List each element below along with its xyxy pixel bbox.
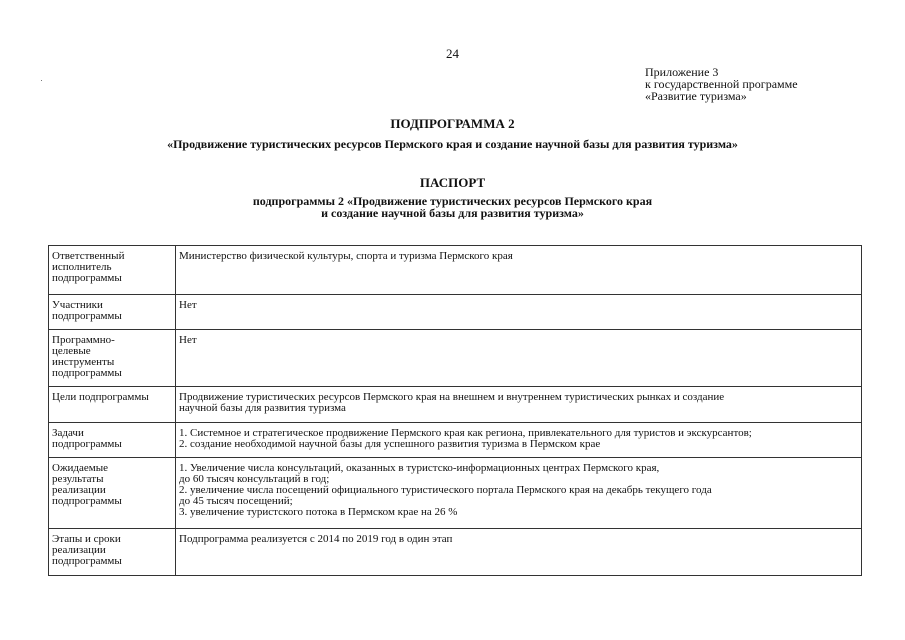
value-line: научной базы для развития туризма — [179, 402, 346, 414]
passport-heading: ПАСПОРТ — [419, 175, 486, 190]
label-line: результаты — [52, 473, 104, 485]
label-line: подпрограммы — [52, 438, 122, 450]
value-line: Нет — [179, 334, 197, 346]
label-line: Цели подпрограммы — [52, 391, 149, 403]
value-line: до 60 тысяч консультаций в год; — [179, 473, 330, 485]
table-row — [49, 295, 862, 330]
table-row — [49, 423, 862, 458]
row-value-cell — [176, 529, 862, 576]
label-line: Задачи — [52, 427, 84, 439]
value-line: 1. Увеличение числа консультаций, оказанных в туристско-информационных центрах Пермского края, — [179, 462, 660, 474]
table-row — [49, 458, 862, 529]
label-line: подпрограммы — [52, 367, 122, 379]
value-line: до 45 тысяч посещений; — [179, 495, 293, 507]
value-line: Продвижение туристических ресурсов Пермского края на внешнем и внутреннем туристических рынках и создание — [179, 391, 725, 403]
table-row — [49, 529, 862, 576]
row-value-cell — [176, 387, 862, 423]
value-line: 3. увеличение туристского потока в Пермском крае на 26 % — [179, 506, 458, 518]
label-line: реализации — [52, 544, 106, 556]
passport-subheading-line: подпрограммы 2 «Продвижение туристических ресурсов Пермского края — [252, 194, 653, 208]
label-line: Ожидаемые — [52, 462, 109, 474]
row-value-cell — [176, 330, 862, 387]
row-label-cell — [49, 387, 176, 423]
row-value-cell — [176, 246, 862, 295]
value-line: Нет — [179, 299, 197, 311]
row-label-cell — [49, 330, 176, 387]
row-label-cell — [49, 246, 176, 295]
row-value-cell — [176, 458, 862, 529]
row-label-cell — [49, 529, 176, 576]
label-line: Этапы и сроки — [52, 533, 121, 545]
table-row — [49, 246, 862, 295]
row-label-cell — [49, 458, 176, 529]
label-line: исполнитель — [52, 261, 112, 273]
label-line: реализации — [52, 484, 106, 496]
label-line: инструменты — [52, 356, 115, 368]
value-line: Подпрограмма реализуется с 2014 по 2019 год в один этап — [179, 533, 453, 545]
label-line: Программно- — [52, 334, 115, 346]
row-label-cell — [49, 295, 176, 330]
label-line: подпрограммы — [52, 310, 122, 322]
value-line: 2. увеличение числа посещений официального туристического портала Пермского края на декабрь текущего года — [179, 484, 712, 496]
value-line: 2. создание необходимой научной базы для успешного развития туризма в Пермском крае — [179, 438, 601, 450]
label-line: Ответственный — [52, 250, 125, 262]
label-line: целевые — [52, 345, 91, 357]
value-line: 1. Системное и стратегическое продвижение Пермского края как региона, привлекательного для туристов и экскурсантов; — [179, 427, 752, 439]
value-line: Министерство физической культуры, спорта и туризма Пермского края — [179, 250, 513, 262]
label-line: подпрограммы — [52, 495, 122, 507]
page-number: 24 — [446, 46, 459, 61]
label-line: подпрограммы — [52, 272, 122, 284]
subprogram-name: «Продвижение туристических ресурсов Пермского края и создание научной базы для развития туризма» — [167, 137, 738, 151]
row-label-cell — [49, 423, 176, 458]
appendix-note — [645, 66, 798, 102]
appendix-line: «Развитие туризма» — [645, 89, 747, 103]
passport-subheading — [0, 195, 905, 219]
appendix-line: Приложение 3 — [645, 65, 719, 79]
label-line: Участники — [52, 299, 103, 311]
passport-table — [48, 245, 862, 576]
passport-subheading-line: и создание научной базы для развития туризма» — [321, 206, 584, 220]
table-row — [49, 330, 862, 387]
row-value-cell — [176, 295, 862, 330]
table-row — [49, 387, 862, 423]
subprogram-heading: ПОДПРОГРАММА 2 — [390, 116, 515, 131]
appendix-line: к государственной программе — [645, 77, 798, 91]
label-line: подпрограммы — [52, 555, 122, 567]
scan-mark — [41, 80, 42, 81]
row-value-cell — [176, 423, 862, 458]
